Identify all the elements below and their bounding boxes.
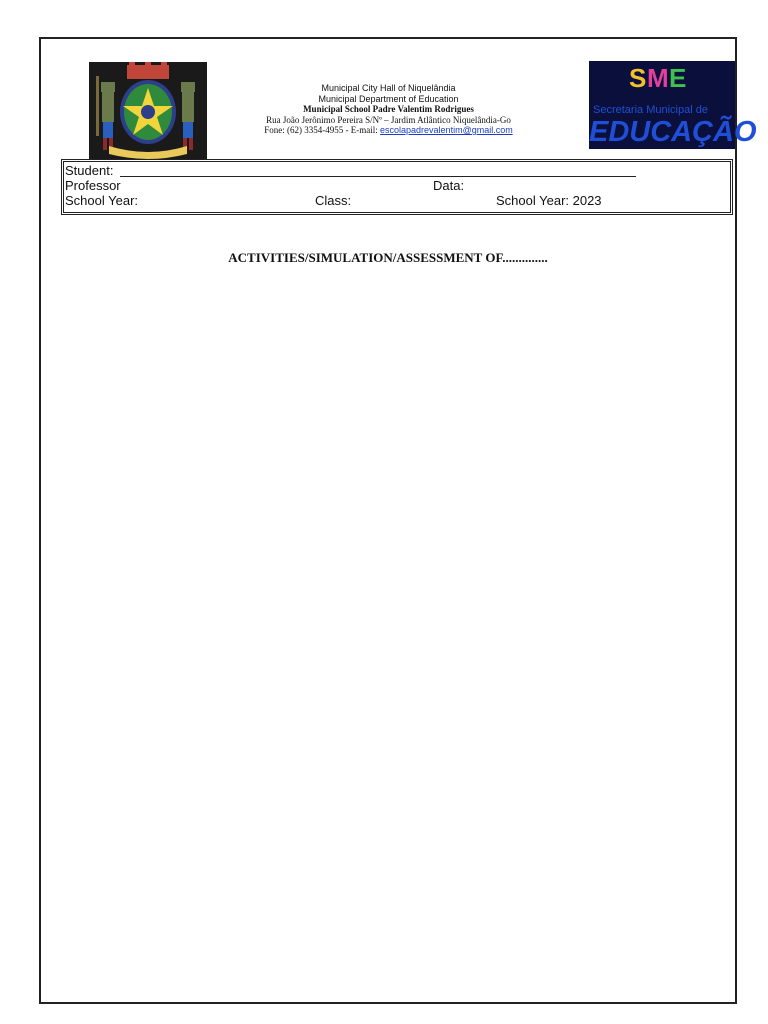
department-line: Municipal Department of Education <box>318 93 459 104</box>
school-header <box>216 83 561 136</box>
sme-education-logo <box>589 61 757 149</box>
document-page <box>39 37 757 1004</box>
city-hall-line: Municipal City Hall of Niquelândia <box>321 83 456 93</box>
student-name-field[interactable] <box>120 176 636 177</box>
svg-text:S: S <box>629 63 647 93</box>
contact-line <box>216 125 561 136</box>
professor-label: Professor <box>65 178 121 193</box>
svg-text:M: M <box>647 63 669 93</box>
svg-text:EDUCAÇÃO: EDUCAÇÃO <box>589 116 757 148</box>
address-line: Rua João Jerônimo Pereira S/Nº – Jardim Atlântico Niquelândia-Go <box>266 114 511 125</box>
date-label: Data: <box>433 178 465 193</box>
page-title: ACTIVITIES/SIMULATION/ASSESSMENT OF.............. <box>228 250 548 265</box>
school-year-label: School Year: <box>65 193 139 208</box>
svg-text:Secretaria Municipal de: Secretaria Municipal de <box>593 104 708 116</box>
phone-text: Fone: (62) 3354-4955 - E-mail: <box>264 125 381 135</box>
class-label: Class: <box>315 193 352 208</box>
student-label: Student: <box>65 163 114 178</box>
school-year-value: School Year: 2023 <box>496 193 602 208</box>
email-link[interactable]: escolapadrevalentim@gmail.com <box>380 125 513 135</box>
municipal-coat-of-arms <box>89 62 207 160</box>
student-info-box <box>63 161 731 213</box>
school-name: Municipal School Padre Valentim Rodrigues <box>303 104 474 114</box>
svg-text:E: E <box>669 63 687 93</box>
